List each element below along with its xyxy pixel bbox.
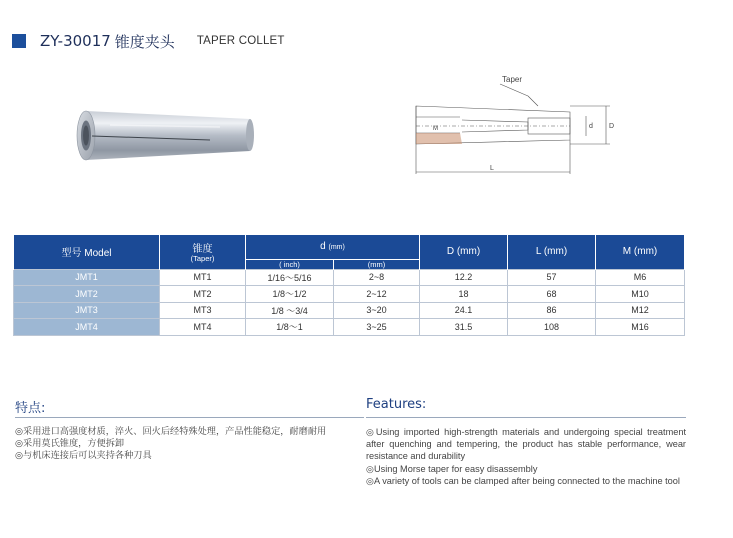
features-en-divider bbox=[366, 417, 686, 418]
cell-L: 57 bbox=[508, 269, 596, 286]
cell-M: M6 bbox=[596, 269, 685, 286]
cell-d-inch: 1/8～1 bbox=[246, 319, 334, 336]
cell-model: JMT4 bbox=[14, 319, 160, 336]
features-cn-item: ◎与机床连接后可以夹持各种刀具 bbox=[15, 450, 152, 462]
col-header-d-inch: ( inch) bbox=[246, 259, 334, 269]
cell-d-inch: 1/8 ～3/4 bbox=[246, 302, 334, 319]
cell-d-mm: 3~25 bbox=[334, 319, 420, 336]
cell-d-mm: 3~20 bbox=[334, 302, 420, 319]
features-cn-title: 特点: bbox=[15, 401, 46, 416]
product-title-en: TAPER COLLET bbox=[196, 35, 285, 47]
col-header-d-label: d bbox=[320, 241, 326, 253]
cell-taper: MT3 bbox=[160, 302, 246, 319]
cell-D: 24.1 bbox=[420, 302, 508, 319]
technical-drawing bbox=[410, 70, 625, 182]
drawing-d-label: d bbox=[589, 123, 593, 130]
cell-model: JMT3 bbox=[14, 302, 160, 319]
features-en-item: ◎A variety of tools can be clamped after being connected to the machine tool bbox=[366, 475, 680, 486]
cell-model: JMT2 bbox=[14, 286, 160, 303]
page-header bbox=[12, 30, 285, 52]
features-en-list bbox=[366, 426, 686, 487]
col-header-taper bbox=[160, 235, 246, 269]
cell-L: 68 bbox=[508, 286, 596, 303]
table-row bbox=[14, 286, 685, 303]
cell-D: 31.5 bbox=[420, 319, 508, 336]
features-cn-item: ◎采用莫氏锥度，方便拆卸 bbox=[15, 438, 125, 450]
drawing-D-label: D bbox=[609, 123, 615, 130]
cell-d-inch: 1/16～5/16 bbox=[246, 269, 334, 286]
features-cn-section bbox=[15, 397, 364, 463]
features-en-item: ◎Using imported high-strength materials and undergoing special treatment after quenching and tempering, the product has stable performance, wear resistance and durability bbox=[366, 427, 686, 462]
cell-M: M16 bbox=[596, 319, 685, 336]
features-en-section bbox=[366, 397, 686, 487]
cell-taper: MT4 bbox=[160, 319, 246, 336]
col-header-D: D (mm) bbox=[420, 235, 508, 269]
col-header-d-mm: (mm) bbox=[334, 259, 420, 269]
col-header-d bbox=[246, 235, 420, 259]
features-en-title: Features: bbox=[366, 397, 427, 412]
header-square-icon bbox=[12, 34, 26, 48]
features-cn-item: ◎采用进口高强度材质，淬火、回火后经特殊处理，产品性能稳定，耐磨耐用 bbox=[15, 426, 327, 437]
cell-L: 86 bbox=[508, 302, 596, 319]
col-header-model: 型号 Model bbox=[14, 235, 160, 269]
features-en-item: ◎Using Morse taper for easy disassembly bbox=[366, 463, 538, 474]
cell-D: 18 bbox=[420, 286, 508, 303]
features-cn-divider bbox=[15, 417, 364, 418]
features-cn-list bbox=[15, 426, 364, 463]
table-row bbox=[14, 319, 685, 336]
drawing-taper-label: Taper bbox=[502, 75, 523, 84]
col-header-taper-en: (Taper) bbox=[190, 254, 215, 264]
cell-model: JMT1 bbox=[14, 269, 160, 286]
cell-d-mm: 2~12 bbox=[334, 286, 420, 303]
product-code: ZY-30017 bbox=[40, 32, 111, 50]
table-row bbox=[14, 269, 685, 286]
spec-table bbox=[13, 235, 685, 336]
product-title-cn: 锥度夹头 bbox=[114, 32, 175, 51]
collet-photo bbox=[70, 105, 260, 165]
cell-D: 12.2 bbox=[420, 269, 508, 286]
col-header-taper-cn: 锥度 bbox=[192, 244, 213, 256]
cell-d-inch: 1/8～1/2 bbox=[246, 286, 334, 303]
drawing-M-label: M bbox=[433, 126, 438, 132]
table-row bbox=[14, 302, 685, 319]
cell-M: M10 bbox=[596, 286, 685, 303]
cell-M: M12 bbox=[596, 302, 685, 319]
col-header-M: M (mm) bbox=[596, 235, 685, 269]
drawing-L-label: L bbox=[490, 165, 494, 172]
cell-taper: MT2 bbox=[160, 286, 246, 303]
cell-L: 108 bbox=[508, 319, 596, 336]
col-header-d-unit: (mm) bbox=[328, 244, 345, 252]
cell-d-mm: 2~8 bbox=[334, 269, 420, 286]
cell-taper: MT1 bbox=[160, 269, 246, 286]
col-header-L: L (mm) bbox=[508, 235, 596, 269]
